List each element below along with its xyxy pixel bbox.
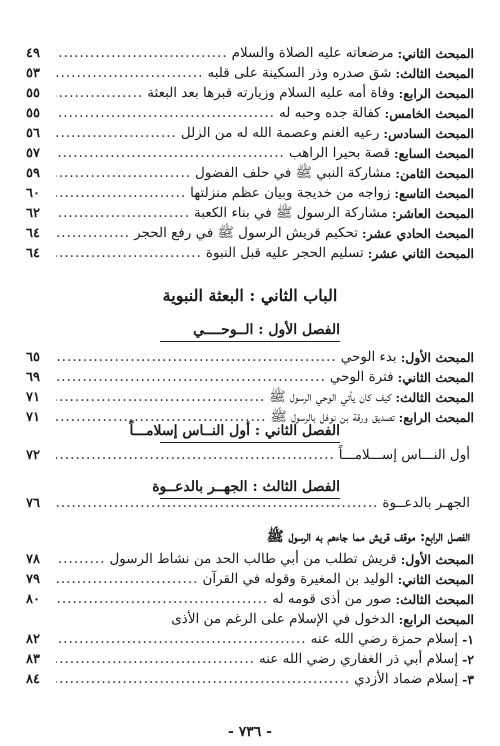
toc-entry	[26, 610, 474, 629]
entry-text: إسلام أبي ذر الغفاري رضي الله عنه	[258, 651, 459, 667]
leader-dots	[56, 164, 191, 183]
entry-page: ٦٤	[26, 226, 40, 241]
leader-dots	[56, 494, 378, 513]
entry-text: الدخول في الإسلام على الرغم من الأذى	[171, 611, 395, 627]
entry-label: المبحث الأول:	[400, 350, 474, 365]
entry-text: رعيه الغنم وعصمة الله له من الزلل	[180, 125, 380, 141]
entry-page: ٦٩	[26, 370, 40, 385]
leader-dots	[56, 184, 186, 203]
leader-dots	[56, 590, 268, 609]
leader-dots	[56, 204, 190, 223]
entry-text: شق صدره وذر السكينة على قلبه	[207, 65, 392, 81]
entry-page: ٨٣	[26, 652, 40, 667]
entry-label: المبحث الرابع:	[398, 612, 474, 627]
entry-label: المبحث التاسع:	[394, 186, 474, 201]
entry-page: ٥٦	[26, 126, 40, 141]
toc-entry	[26, 570, 474, 589]
entry-text: مشاركة النبي ﷺ في حلف الفضول	[195, 165, 392, 181]
entry-text: إسلام ضماد الأزدي	[354, 671, 459, 687]
entry-label: المبحث الثالث:	[395, 592, 474, 607]
toc-entry	[26, 368, 474, 387]
entry-label: المبحث الثاني:	[397, 370, 474, 385]
entry-text: وفاة أمه عليه السلام وزيارته قبرها بعد البعثة	[147, 85, 395, 101]
chapter-title: الفصل الأول : الــوحــــي	[193, 322, 340, 338]
toc-entry	[26, 84, 474, 103]
leader-dots	[56, 104, 275, 123]
entry-label: المبحث الحادي عشر:	[362, 226, 474, 241]
entry-page: ٧٦	[26, 496, 40, 511]
leader-dots	[56, 368, 326, 387]
entry-text: قصة بحيرا الراهب	[288, 145, 391, 161]
leader-dots	[56, 144, 285, 163]
entry-label: ٢-	[462, 652, 474, 667]
entry-page: ٥٥	[26, 106, 40, 121]
entry-page: ٧٢	[26, 448, 40, 463]
toc-entry	[26, 650, 474, 669]
entry-label: المبحث الرابع:	[398, 410, 474, 425]
toc-entry	[26, 670, 474, 689]
chapter-title: الفصل الثالث : الجهــر بالدعــوة	[152, 479, 340, 495]
entry-text: مشاركة الرسول ﷺ في بناء الكعبة	[194, 205, 388, 221]
entry-page: ٧١	[26, 410, 40, 425]
toc-entry	[26, 348, 474, 367]
page-number: - ٧٣٦ -	[228, 724, 272, 740]
leader-dots	[56, 64, 203, 83]
entry-text: مرضعاته عليه الصلاة والسلام	[231, 45, 394, 61]
entry-label: المبحث السادس:	[383, 126, 474, 141]
entry-page: ٧٨	[26, 552, 40, 567]
leader-dots	[56, 650, 255, 669]
entry-label: المبحث السابع:	[394, 146, 474, 161]
toc-entry	[26, 204, 474, 223]
entry-page: ٧٩	[26, 572, 40, 587]
entry-page: ٦٤	[26, 246, 40, 261]
chapter-title: الفصل الثاني : أول النــاس إسلامـــاً	[129, 423, 340, 439]
entry-page: ٥٥	[26, 86, 40, 101]
entry-page: ٨٠	[26, 592, 40, 607]
leader-dots	[56, 446, 335, 465]
toc-entry	[26, 550, 474, 569]
entry-page: ٥٧	[26, 146, 40, 161]
entry-page: ٥٣	[26, 66, 40, 81]
entry-label: المبحث الرابع:	[398, 86, 474, 101]
leader-dots	[56, 570, 198, 589]
divider	[160, 341, 340, 342]
entry-page: ٥٩	[26, 166, 40, 181]
toc-entry	[26, 104, 474, 123]
entry-page: ٦٠	[26, 186, 40, 201]
divider	[160, 442, 340, 443]
toc-entry	[26, 494, 474, 513]
leader-dots	[56, 44, 228, 63]
leader-dots	[56, 348, 337, 367]
leader-dots	[56, 244, 202, 263]
entry-page: ٦٢	[26, 206, 40, 221]
entry-label: المبحث الثالث:	[395, 66, 474, 81]
leader-dots	[56, 224, 130, 243]
entry-label: المبحث الثاني:	[397, 46, 474, 61]
toc-entry	[26, 124, 474, 143]
entry-page: ٧١	[26, 390, 40, 405]
entry-label: المبحث الأول:	[400, 552, 474, 567]
entry-text: كفالة جده وحبه له	[278, 105, 381, 121]
entry-text: قريش تطلب من أبي طالب الحد من نشاط الرسول	[109, 551, 397, 567]
entry-text: فترة الوحي	[329, 369, 394, 385]
toc-entry	[26, 164, 474, 183]
entry-label: المبحث الخامس:	[384, 106, 474, 121]
toc-entry	[26, 388, 474, 407]
leader-dots	[56, 84, 143, 103]
entry-text: الوليد بن المغيرة وقوله في القرآن	[202, 571, 394, 587]
entry-label: ٣-	[462, 672, 474, 687]
part-title: الباب الثاني : البعثة النبوية	[162, 286, 338, 305]
entry-text: تسليم الحجر عليه قبل النبوة	[205, 245, 364, 261]
entry-text: أول النـــاس إســـلامـــاً	[338, 447, 470, 463]
entry-label: ١-	[462, 632, 474, 647]
entry-label: المبحث الثامن:	[395, 166, 474, 181]
toc-entry	[26, 44, 474, 63]
entry-page: ٤٩	[26, 46, 40, 61]
entry-text: صور من أذى قومه له	[272, 591, 392, 607]
toc-entry	[26, 590, 474, 609]
entry-page: ٨٢	[26, 632, 40, 647]
toc-entry	[26, 244, 474, 263]
leader-dots	[56, 670, 350, 689]
toc-entry	[26, 64, 474, 83]
entry-label: المبحث الثاني عشر:	[367, 246, 474, 261]
entry-page: ٦٥	[26, 350, 40, 365]
toc-entry	[26, 630, 474, 649]
leader-dots	[56, 388, 265, 407]
toc-entry	[26, 224, 474, 243]
leader-dots	[56, 124, 177, 143]
entry-page: ٨٤	[26, 672, 40, 687]
entry-text: بدء الوحي	[340, 349, 397, 365]
leader-dots	[56, 550, 105, 569]
entry-label: المبحث العاشر:	[391, 206, 474, 221]
toc-entry	[26, 446, 474, 465]
chapter-title: الفصل الرابع: موقف قريش مما جاءهم به الرسول ﷺ	[266, 529, 470, 545]
entry-label: المبحث الثالث:	[395, 390, 474, 405]
entry-label: المبحث الثاني:	[397, 572, 474, 587]
entry-text: تحكيم قريش الرسول ﷺ في رفع الحجر	[134, 225, 359, 241]
entry-text: إسلام حمزة رضي الله عنه	[310, 631, 459, 647]
entry-text: تصديق ورقة بن نوفل بالرسول ﷺ	[270, 409, 395, 425]
leader-dots	[56, 630, 307, 649]
entry-text: كيف كان يأتي الوحي الرسول ﷺ	[269, 389, 392, 405]
toc-entry	[26, 184, 474, 203]
entry-text: زواجه من خديجة وبيان عظم منزلتها	[190, 185, 391, 201]
toc-entry	[26, 144, 474, 163]
entry-text: الجهـر بالدعــوة	[382, 495, 470, 511]
